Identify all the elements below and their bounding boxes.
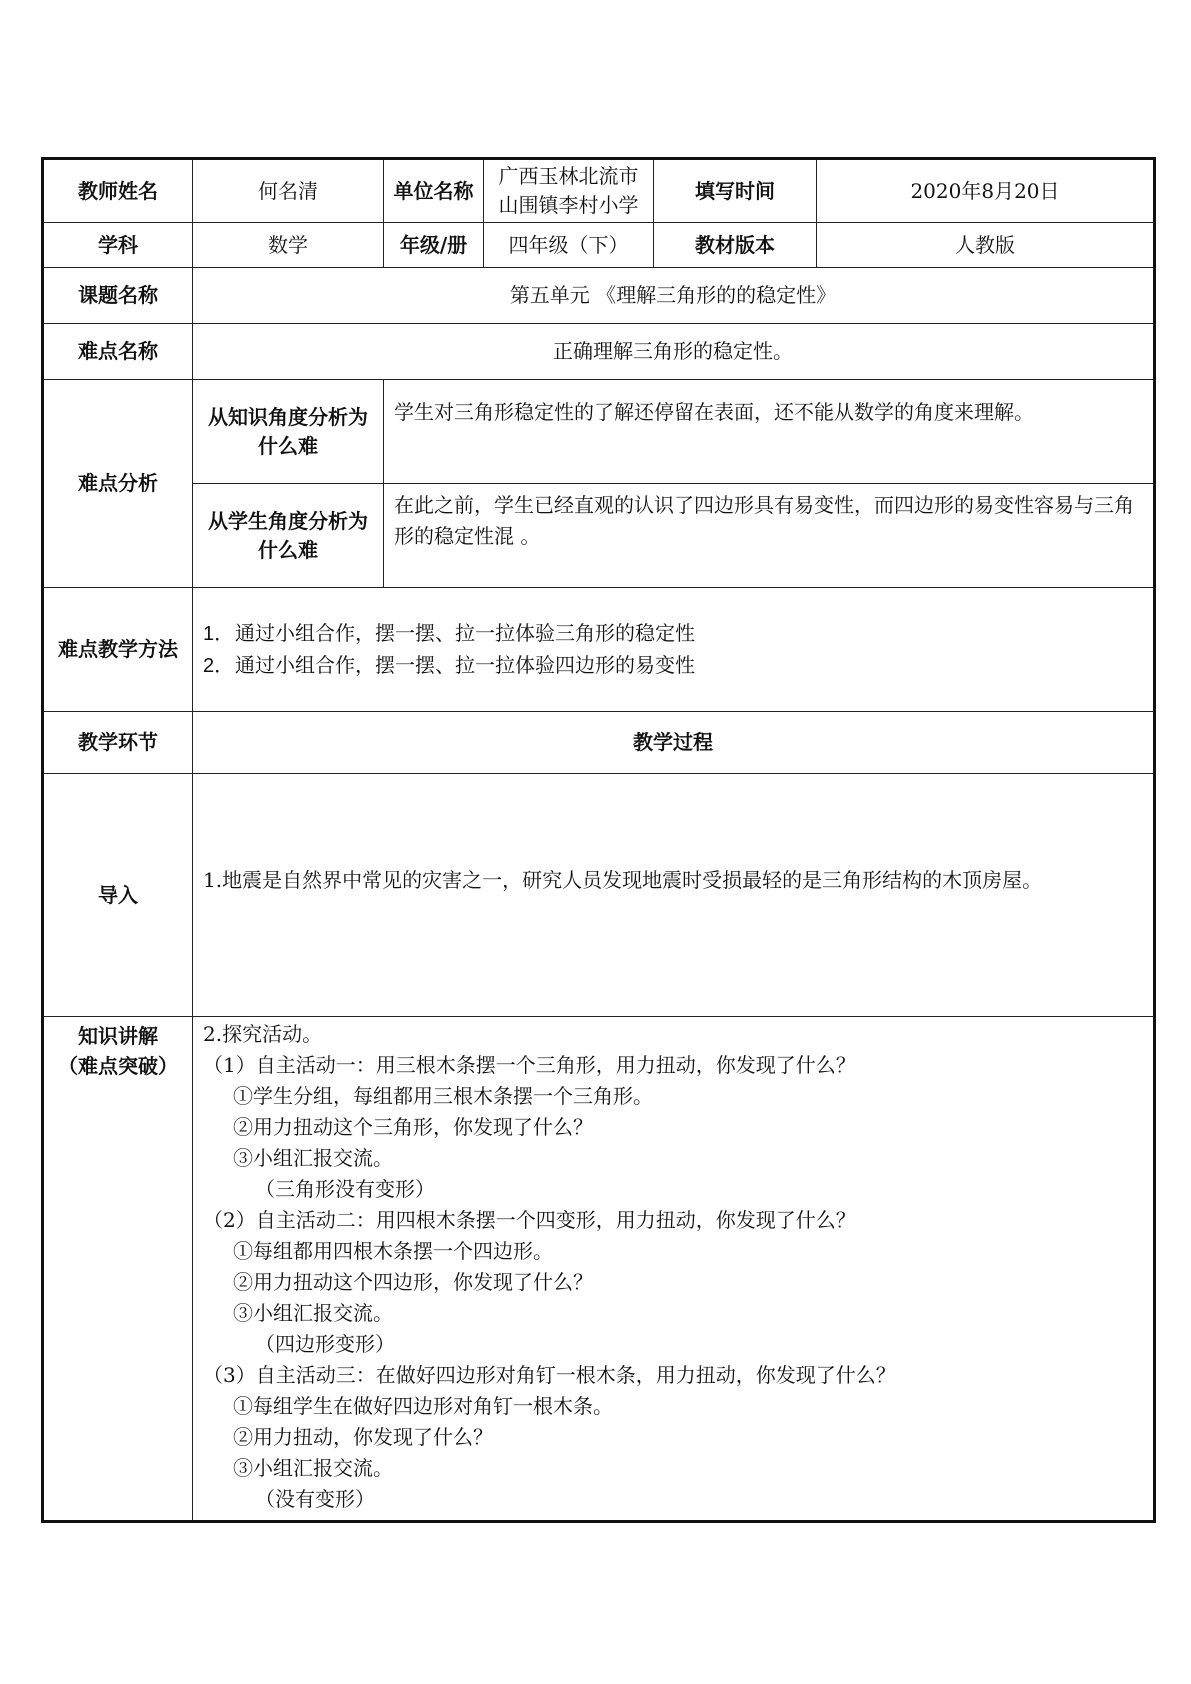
grade-value: 四年级（下） — [484, 223, 654, 268]
process-line: （没有变形） — [255, 1487, 375, 1511]
knowledge-content — [193, 1017, 1155, 1522]
date-value: 2020年8月20日 — [817, 159, 1155, 223]
process-line: （3）自主活动三：在做好四边形对角钉一根木条，用力扭动，你发现了什么？ — [203, 1363, 896, 1387]
header-row-2 — [43, 223, 1155, 268]
grade-label: 年级/册 — [384, 223, 484, 268]
date-label: 填写时间 — [654, 159, 817, 223]
difficulty-row — [43, 324, 1155, 380]
topic-value: 第五单元 《理解三角形的的稳定性》 — [193, 268, 1155, 324]
process-line: ②用力扭动这个四边形，你发现了什么？ — [233, 1270, 593, 1294]
analysis-label: 难点分析 — [43, 380, 193, 588]
knowledge-label — [43, 1017, 193, 1522]
process-line: 2.探究活动。 — [203, 1022, 323, 1046]
intro-text: 1.地震是自然界中常见的灾害之一，研究人员发现地震时受损最轻的是三角形结构的木顶房屋。 — [193, 774, 1155, 1017]
process-line: （三角形没有变形） — [255, 1177, 435, 1201]
subject-value: 数学 — [193, 223, 384, 268]
process-line: ①学生分组，每组都用三根木条摆一个三角形。 — [233, 1084, 653, 1108]
knowledge-label-line1: 知识讲解 — [78, 1024, 158, 1048]
topic-label: 课题名称 — [43, 268, 193, 324]
method-row — [43, 588, 1155, 712]
method-label: 难点教学方法 — [43, 588, 193, 712]
method-item: 1．通过小组合作，摆一摆、拉一拉体验三角形的稳定性 — [203, 620, 695, 645]
process-line: （2）自主活动二：用四根木条摆一个四变形，用力扭动，你发现了什么？ — [203, 1208, 856, 1232]
teacher-label: 教师姓名 — [43, 159, 193, 223]
method-item: 2．通过小组合作，摆一摆、拉一拉体验四边形的易变性 — [203, 652, 695, 677]
knowledge-angle-paragraph: 学生对三角形稳定性的了解还停留在表面，还不能从数学的角度来理解。 — [394, 400, 1034, 424]
knowledge-angle-label: 从知识角度分析为什么难 — [193, 380, 384, 484]
student-angle-text — [384, 484, 1155, 588]
edition-label: 教材版本 — [654, 223, 817, 268]
intro-label: 导入 — [43, 774, 193, 1017]
process-line: ③小组汇报交流。 — [233, 1301, 393, 1325]
analysis-row-knowledge — [43, 380, 1155, 484]
method-content — [193, 588, 1155, 712]
header-row-1 — [43, 159, 1155, 223]
knowledge-angle-text — [384, 380, 1155, 484]
process-line: ①每组学生在做好四边形对角钉一根木条。 — [233, 1394, 613, 1418]
process-line: ②用力扭动这个三角形，你发现了什么？ — [233, 1115, 593, 1139]
process-line: ③小组汇报交流。 — [233, 1146, 393, 1170]
student-angle-label: 从学生角度分析为什么难 — [193, 484, 384, 588]
difficulty-label: 难点名称 — [43, 324, 193, 380]
unit-label: 单位名称 — [384, 159, 484, 223]
student-angle-paragraph: 在此之前，学生已经直观的认识了四边形具有易变性，而四边形的易变性容易与三角形的稳定性混 。 — [394, 493, 1134, 548]
topic-row — [43, 268, 1155, 324]
edition-value: 人教版 — [817, 223, 1155, 268]
process-line: （四边形变形） — [255, 1332, 395, 1356]
process-header-row — [43, 712, 1155, 774]
lesson-plan-table — [41, 157, 1156, 1523]
knowledge-label-line2: （难点突破） — [58, 1054, 178, 1078]
process-line: ③小组汇报交流。 — [233, 1456, 393, 1480]
process-line: （1）自主活动一：用三根木条摆一个三角形，用力扭动，你发现了什么？ — [203, 1053, 856, 1077]
stage-label: 教学环节 — [43, 712, 193, 774]
knowledge-row — [43, 1017, 1155, 1522]
process-label: 教学过程 — [193, 712, 1155, 774]
intro-row — [43, 774, 1155, 1017]
teacher-value: 何名清 — [193, 159, 384, 223]
process-line: ①每组都用四根木条摆一个四边形。 — [233, 1239, 553, 1263]
unit-value: 广西玉林北流市山围镇李村小学 — [484, 159, 654, 223]
subject-label: 学科 — [43, 223, 193, 268]
process-line: ②用力扭动，你发现了什么？ — [233, 1425, 493, 1449]
difficulty-value: 正确理解三角形的稳定性。 — [193, 324, 1155, 380]
analysis-row-student — [43, 484, 1155, 588]
